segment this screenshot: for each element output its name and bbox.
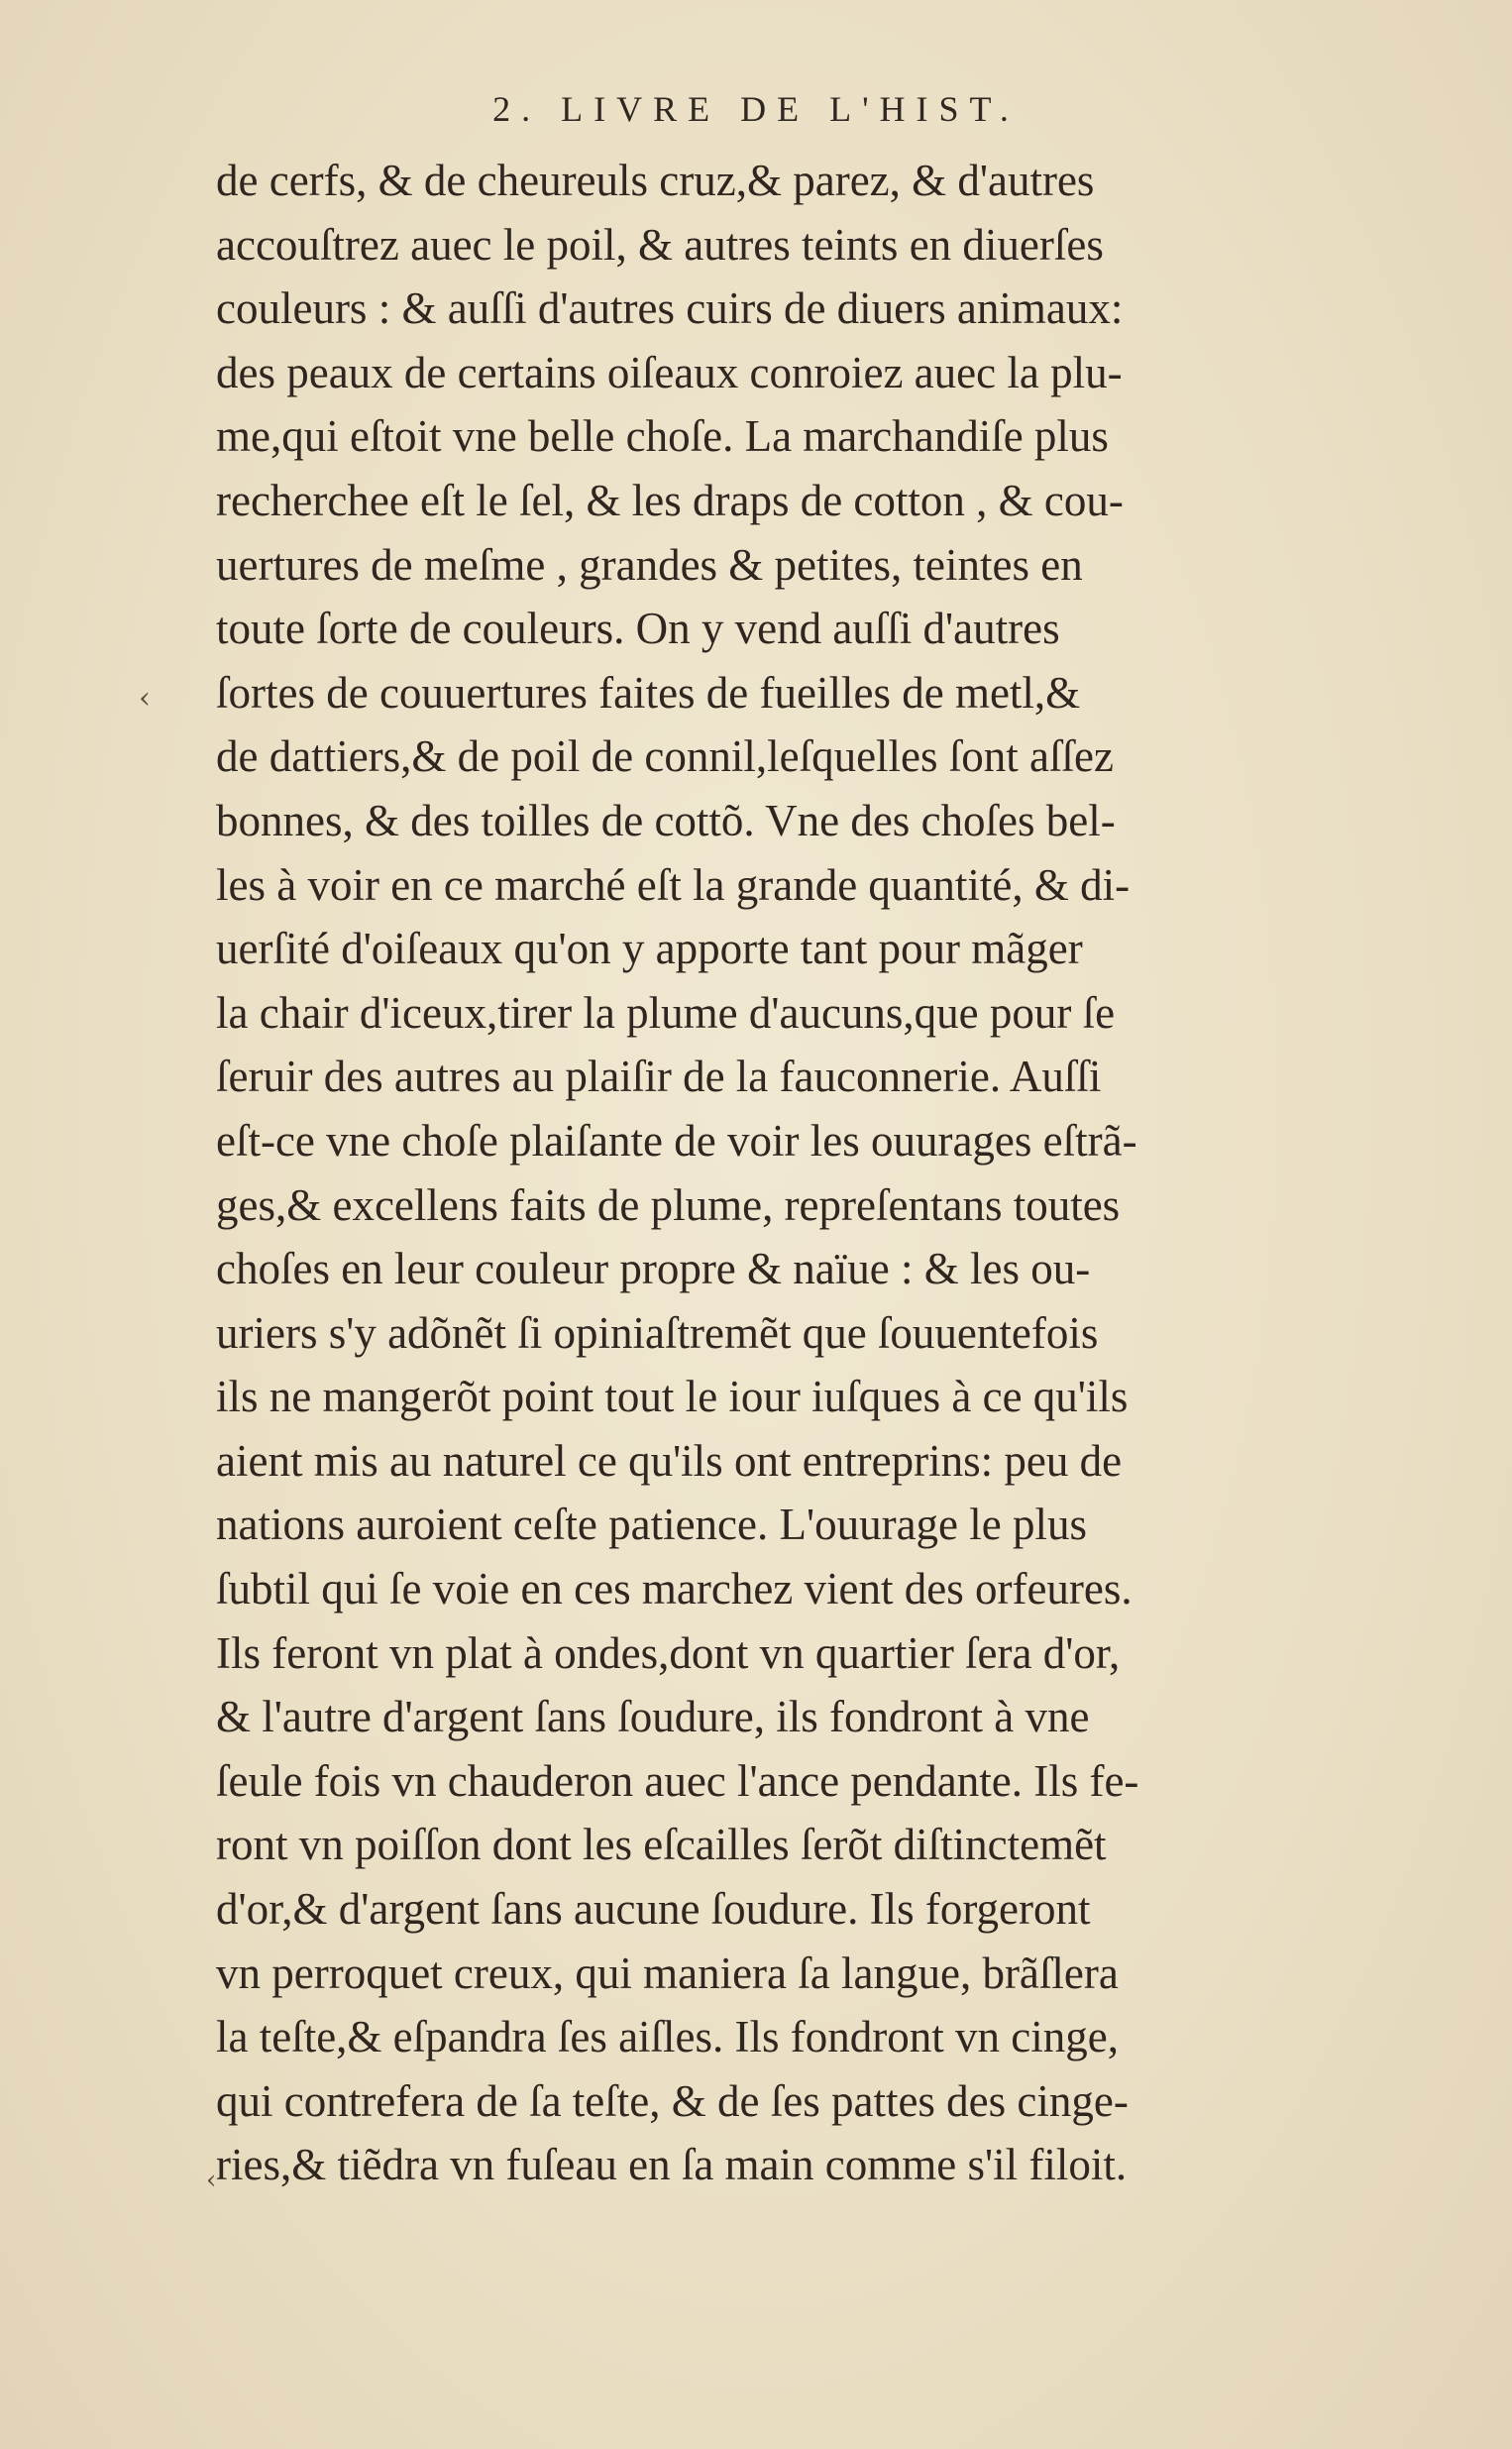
text-line: ges,& excellens faits de plume, repreſentans toutes xyxy=(216,1179,1121,1230)
body-text xyxy=(216,149,1425,2197)
text-line: la chair d'iceux,tirer la plume d'aucuns,que pour ſe xyxy=(216,987,1116,1038)
text-line: uertures de meſme , grandes & petites, teintes en xyxy=(216,539,1083,590)
text-line: la teſte,& eſpandra ſes aiſles. Ils fondront vn cinge, xyxy=(216,2012,1119,2062)
text-line: ſortes de couuertures faites de fueilles de metl,& xyxy=(216,667,1081,718)
text-line: eſt-ce vne choſe plaiſante de voir les ouurages eſtrã- xyxy=(216,1115,1137,1166)
text-line: les à voir en ce marché eſt la grande quantité, & di- xyxy=(216,859,1131,910)
text-line: de cerfs, & de cheureuls cruz,& parez, & d'autres xyxy=(216,156,1095,205)
text-line: accouſtrez auec le poil, & autres teints en diuerſes xyxy=(216,219,1104,270)
text-line: ſeruir des autres au plaiſir de la fauconnerie. Auſſi xyxy=(216,1052,1102,1102)
text-line: toute ſorte de couleurs. On y vend auſſi d'autres xyxy=(216,604,1060,654)
text-line: ries,& tiẽdra vn fuſeau en ſa main comme s'il filoit. xyxy=(216,2140,1128,2190)
text-line: nations auroient ceſte patience. L'ouurage le plus xyxy=(216,1500,1088,1550)
text-line: ront vn poiſſon dont les eſcailles ſerõt diſtinctemẽt xyxy=(216,1820,1107,1870)
margin-mark: ‹ xyxy=(139,681,151,716)
margin-mark: ‹ xyxy=(206,2166,217,2195)
text-line: ſeule fois vn chauderon auec l'ance pendante. Ils fe- xyxy=(216,1755,1139,1806)
text-line: d'or,& d'argent ſans aucune ſoudure. Ils forgeront xyxy=(216,1884,1091,1935)
running-head: 2. LIVRE DE L'HIST. xyxy=(492,89,1020,129)
text-line: couleurs : & auſſi d'autres cuirs de diuers animaux: xyxy=(216,283,1124,334)
text-line: qui contrefera de ſa teſte, & de ſes pattes des cinge- xyxy=(216,2075,1129,2126)
text-line: bonnes, & des toilles de cottõ. Vne des choſes bel- xyxy=(216,795,1116,845)
text-line: uerſité d'oiſeaux qu'on y apporte tant pour mãger xyxy=(216,924,1083,974)
text-line: ils ne mangerõt point tout le iour iuſques à ce qu'ils xyxy=(216,1372,1129,1422)
text-line: & l'autre d'argent ſans ſoudure, ils fondront à vne xyxy=(216,1692,1090,1742)
text-line: recherchee eſt le ſel, & les draps de cotton , & cou- xyxy=(216,475,1124,525)
text-line: des peaux de certains oiſeaux conroiez auec la plu- xyxy=(216,347,1123,397)
text-line: ſubtil qui ſe voie en ces marchez vient des orfeures. xyxy=(216,1564,1133,1614)
text-line: uriers s'y adõnẽt ſi opiniaſtremẽt que ſouuentefois xyxy=(216,1307,1099,1358)
text-line: aient mis au naturel ce qu'ils ont entreprins: peu de xyxy=(216,1435,1123,1486)
text-line: vn perroquet creux, qui maniera ſa langue, brãſlera xyxy=(216,1948,1119,1998)
text-line: me,qui eſtoit vne belle choſe. La marchandiſe plus xyxy=(216,411,1109,462)
text-line: choſes en leur couleur propre & naïue : & les ou- xyxy=(216,1244,1091,1294)
text-line: Ils feront vn plat à ondes,dont vn quartier ſera d'or, xyxy=(216,1627,1121,1678)
text-line: de dattiers,& de poil de connil,leſquelles ſont aſſez xyxy=(216,731,1114,782)
